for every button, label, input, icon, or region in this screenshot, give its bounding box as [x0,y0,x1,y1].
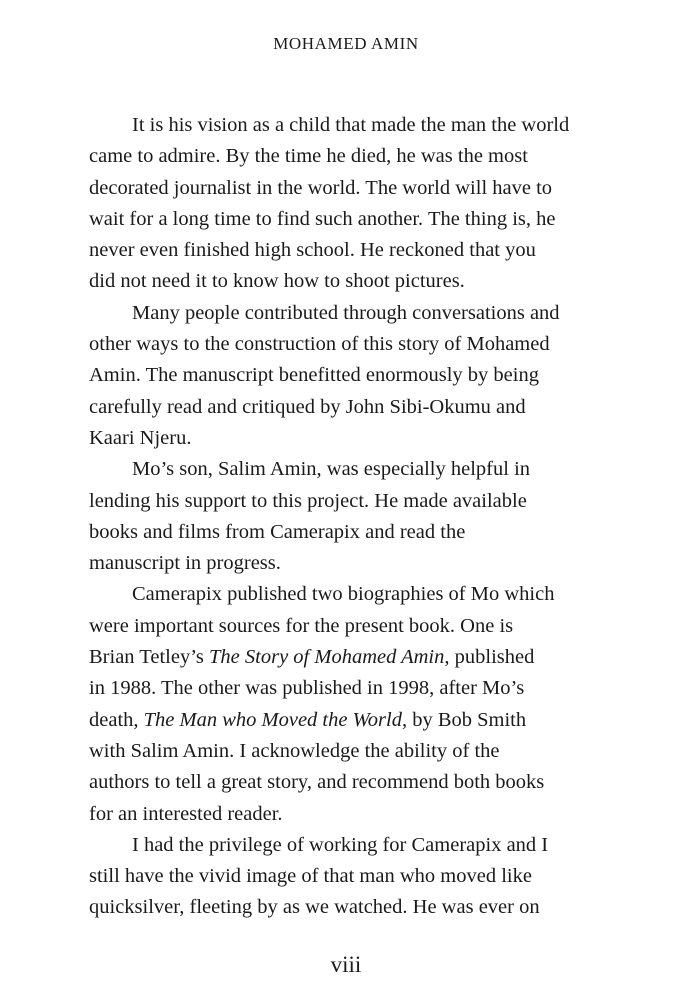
body-text [89,110,619,924]
text-line: manuscript in progress. [89,552,281,575]
text-line: in 1988. The other was published in 1998, after Mo’s [89,677,525,700]
paragraph [89,110,619,298]
paragraph [89,579,619,829]
text-line: I had the privilege of working for Camerapix and I [132,833,549,856]
text-run: , by Bob Smith [401,708,527,731]
text-run: death, [89,708,144,731]
text-line: never even finished high school. He reckoned that you [89,239,536,262]
paragraph [89,830,619,924]
text-line: lending his support to this project. He made available [89,489,527,512]
text-line [89,705,619,736]
paragraph [89,298,619,454]
text-line: wait for a long time to find such another. The thing is, he [89,207,556,230]
text-line: Kaari Njeru. [89,426,192,449]
text-line: books and films from Camerapix and read the [89,520,466,543]
text-line: Mo’s son, Salim Amin, was especially helpful in [132,458,531,481]
text-run: Brian Tetley’s [89,646,210,669]
text-line: quicksilver, fleeting by as we watched. He was ever on [89,896,540,919]
text-line: still have the vivid image of that man who moved like [89,865,532,888]
text-line: with Salim Amin. I acknowledge the ability of the [89,739,500,762]
text-line: Camerapix published two biographies of Mo which [132,583,555,606]
page-number: viii [330,952,362,977]
text-line: other ways to the construction of this story of Mohamed [89,333,550,356]
book-title: The Story of Mohamed Amin [209,646,445,669]
text-line: It is his vision as a child that made the man the world [132,114,570,136]
text-line: Many people contributed through conversations and [132,301,560,324]
text-line: decorated journalist in the world. The world will have to [89,176,553,199]
text-line: for an interested reader. [89,802,283,825]
text-line: Amin. The manuscript benefitted enormously by being [89,364,539,387]
text-line: authors to tell a great story, and recommend both books [89,771,545,794]
text-line: did not need it to know how to shoot pictures. [89,270,465,293]
text-line: came to admire. By the time he died, he was the most [89,145,528,168]
text-run: , published [444,646,535,669]
paragraph [89,454,619,579]
text-line: were important sources for the present book. One is [89,614,514,637]
running-head: MOHAMED AMIN [273,34,419,53]
book-title: The Man who Moved the World [143,708,402,731]
text-line [89,642,619,673]
text-line: carefully read and critiqued by John Sibi-Okumu and [89,395,526,418]
